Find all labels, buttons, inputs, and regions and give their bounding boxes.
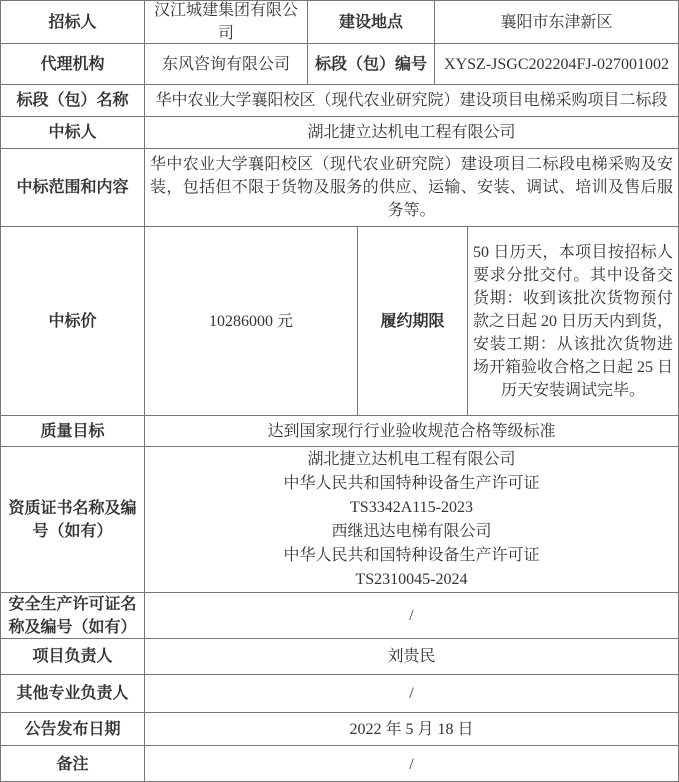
- performance-period-value: [468, 227, 678, 415]
- winning-bidder-label: 中标人: [1, 117, 145, 148]
- agency-label: 代理机构: [1, 44, 145, 84]
- bid-price-label: 中标价: [1, 227, 145, 415]
- qualification-certificates-label: 资质证书名称及编号（如有）: [1, 447, 145, 592]
- table-row: [1, 639, 678, 675]
- tenderer-value: 汉江城建集团有限公司: [145, 1, 308, 43]
- table-row: [1, 1, 678, 44]
- table-row: [1, 713, 678, 746]
- certificate-line: 中华人民共和国特种设备生产许可证: [283, 474, 540, 492]
- performance-period-label: 履约期限: [358, 227, 468, 415]
- agency-value: 东风咨询有限公司: [145, 44, 308, 84]
- bid-scope-label: 中标范围和内容: [1, 149, 145, 226]
- quality-target-label: 质量目标: [1, 416, 145, 446]
- table-row: [1, 416, 678, 447]
- table-row: [1, 149, 678, 227]
- remarks-label: 备注: [1, 746, 145, 782]
- table-row: [1, 746, 678, 782]
- tenderer-label: 招标人: [1, 1, 145, 43]
- section-number-label: 标段（包）编号: [308, 44, 435, 84]
- certificate-line: 西继迅达电梯有限公司: [331, 522, 492, 540]
- section-number-value: XYSZ-JSGC202204FJ-027001002: [444, 55, 669, 73]
- remarks-value: /: [409, 756, 414, 773]
- table-row: [1, 675, 678, 713]
- construction-location-label: 建设地点: [308, 1, 435, 43]
- construction-location-value: 襄阳市东津新区: [500, 13, 613, 31]
- other-professionals-label: 其他专业负责人: [1, 675, 145, 712]
- table-row: [1, 447, 678, 593]
- other-professionals-value: /: [409, 685, 414, 702]
- table-row: [1, 593, 678, 639]
- table-row: [1, 44, 678, 85]
- table-row: [1, 227, 678, 416]
- bid-scope-text: 华中农业大学襄阳校区（现代农业研究院）建设项目二标段电梯采购及安装，包括但不限于货物及服务的供应、运输、安装、调试、培训及售后服务等。: [150, 156, 673, 219]
- bid-price-value: 10286000 元: [145, 227, 358, 415]
- section-name-value: 华中农业大学襄阳校区（现代农业研究院）建设项目电梯采购项目二标段: [155, 92, 668, 109]
- announcement-date-value: 2022 年 5 月 18 日: [349, 720, 474, 738]
- certificate-line: TS3342A115-2023: [350, 498, 473, 516]
- certificate-line: 中华人民共和国特种设备生产许可证: [283, 546, 540, 564]
- winning-bidder-value: 湖北捷立达机电工程有限公司: [307, 124, 516, 141]
- section-name-label: 标段（包）名称: [1, 85, 145, 116]
- announcement-date-label: 公告发布日期: [1, 713, 145, 745]
- table-row: [1, 85, 678, 117]
- certificate-line: 湖北捷立达机电工程有限公司: [307, 450, 516, 468]
- safety-license-label: 安全生产许可证名称及编号（如有）: [1, 593, 145, 638]
- table-row: [1, 117, 678, 149]
- performance-period-text: 50 日历天，本项目按招标人要求分批交付。其中设备交货期：收到该批次货物预付款之日起 20 日历天内到货，安装工期：从该批次货物进场开箱验收合格之日起 25 日历天安装调试完毕。: [473, 243, 674, 399]
- quality-target-value: 达到国家现行行业验收规范合格等级标准: [267, 422, 556, 440]
- bid-scope-value: [145, 149, 678, 226]
- certificate-line: TS2310045-2024: [355, 570, 468, 588]
- qualification-certificates-value: [145, 447, 678, 592]
- project-manager-label: 项目负责人: [1, 639, 145, 674]
- safety-license-value: /: [409, 607, 414, 624]
- project-manager-value: 刘贵民: [387, 648, 436, 665]
